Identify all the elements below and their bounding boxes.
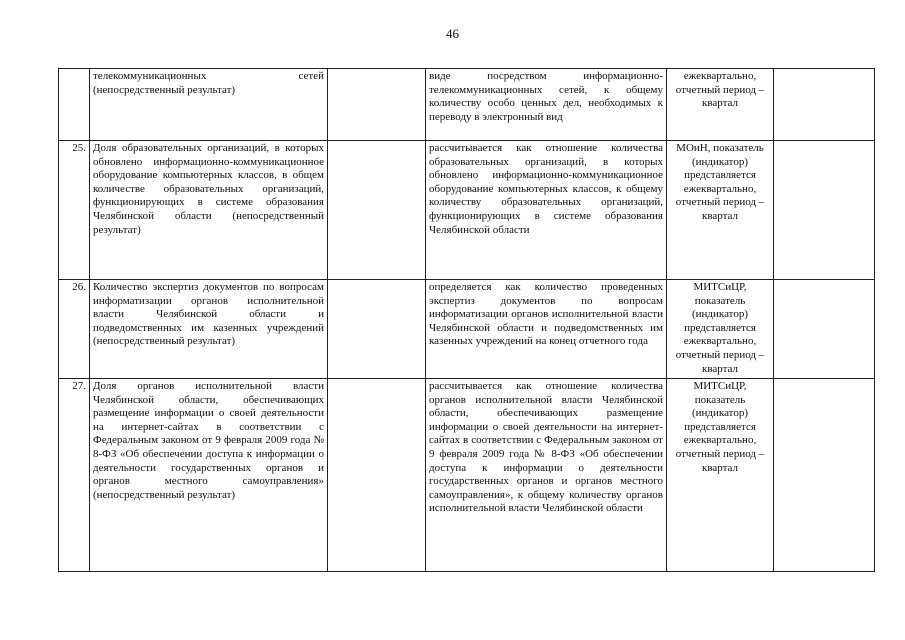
indicator-name: Доля образовательных организаций, в которых обновлено информационно-коммуникационное оборудование компьютерных классов, в общем количестве образовательных организаций, функционирующих в системе образования Челябинской области (непосредственный результат) (90, 141, 328, 280)
empty-cell (328, 69, 426, 141)
empty-cell (774, 69, 875, 141)
calculation-method: определяется как количество проведенных экспертиз документов по вопросам информатизации органов исполнительной власти Челябинской области и подведомственных им казенных учреждений на конец отчетного года (426, 280, 667, 379)
empty-cell (774, 280, 875, 379)
row-number (59, 69, 90, 141)
row-number: 26. (59, 280, 90, 379)
table-row (59, 69, 875, 141)
table-row (59, 280, 875, 379)
responsible-and-period: ежеквартально, отчетный период – квартал (667, 69, 774, 141)
indicator-name: Доля органов исполнительной власти Челябинской области, обеспечивающих размещение информации о своей деятельности на интернет-сайтах в соответствии с Федеральным законом от 9 февраля 2009 года № 8-ФЗ «Об обеспечении доступа к информации о деятельности государственных органов и органов местного самоуправления» (непосредственный результат) (90, 379, 328, 572)
table-row (59, 379, 875, 572)
page-number: 46 (446, 26, 459, 41)
empty-cell (328, 280, 426, 379)
empty-cell (328, 379, 426, 572)
calculation-method: рассчитывается как отношение количества органов исполнительной власти Челябинской области, обеспечивающих размещение информации о своей деятельности на интернет-сайтах в соответствии с Федеральным законом от 9 февраля 2009 года № 8-ФЗ «Об обеспечении доступа к информации о деятельности государственных органов и органов местного самоуправления», к общему количеству органов исполнительной власти Челябинской области (426, 379, 667, 572)
responsible-and-period: МОиН, показатель (индикатор) представляется ежеквартально, отчетный период – квартал (667, 141, 774, 280)
responsible-and-period: МИТСиЦР, показатель (индикатор) представляется ежеквартально, отчетный период – квартал (667, 379, 774, 572)
empty-cell (774, 141, 875, 280)
indicator-name: телекоммуникационных сетей (непосредственный результат) (90, 69, 328, 141)
empty-cell (328, 141, 426, 280)
indicators-table (58, 68, 875, 572)
empty-cell (774, 379, 875, 572)
row-number: 27. (59, 379, 90, 572)
calculation-method: виде посредством информационно-телекоммуникационных сетей, к общему количеству особо ценных дел, необходимых к переводу в электронный вид (426, 69, 667, 141)
table-row (59, 141, 875, 280)
responsible-and-period: МИТСиЦР, показатель (индикатор) представляется ежеквартально, отчетный период – квартал (667, 280, 774, 379)
calculation-method: рассчитывается как отношение количества образовательных организаций, в которых обновлено информационно-коммуникационное оборудование компьютерных классов, к общему количеству образовательных организаций, функционирующих в системе образования Челябинской области (426, 141, 667, 280)
row-number: 25. (59, 141, 90, 280)
indicator-name: Количество экспертиз документов по вопросам информатизации органов исполнительной власти Челябинской области и подведомственных им казенных учреждений (непосредственный результат) (90, 280, 328, 379)
